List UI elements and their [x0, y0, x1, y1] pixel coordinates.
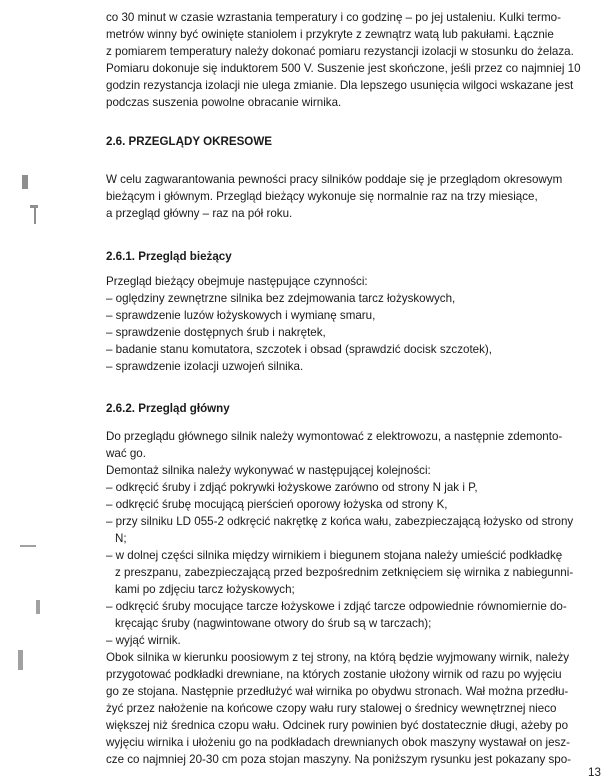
text-line: – przy silniku LD 055-2 odkręcić nakrętkę z końca wału, zabezpieczającą łożysko od strony [106, 515, 574, 528]
text-line: – sprawdzenie luzów łożyskowych i wymianę smaru, [106, 309, 376, 322]
scan-speck [34, 208, 36, 224]
text-line: przygotować podkładki drewniane, na których zostanie ułożony wirnik od razu po wyjęciu [106, 668, 562, 681]
text-line: metrów winny być owinięte staniolem i przykryte z zewnątrz watą lub pakułami. Łącznie [106, 28, 554, 41]
text-line: większej niż średnica czopu wału. Odcinek rury powinien być dostatecznie długi, ażeby po [106, 719, 569, 732]
text-line: N; [115, 532, 127, 545]
text-line: z preszpanu, zabezpieczającą przed bezpośrednim zetknięciem się wirnika z nabiegunni- [115, 566, 574, 579]
text-line: – wyjąć wirnik. [106, 634, 181, 647]
text-line: go ze stojana. Następnie przedłużyć wał wirnika po obydwu stronach. Wał można przedłu- [106, 685, 569, 698]
section-2-6-1-text [106, 273, 608, 375]
text-line: Przegląd bieżący obejmuje następujące czynności: [106, 275, 368, 288]
scan-speck [36, 600, 40, 614]
section-heading-2-6-1: 2.6.1. Przegląd bieżący [106, 250, 232, 263]
text-line: Obok silnika w kierunku poosiowym z tej strony, na którą będzie wyjmowany wirnik, należy [106, 651, 570, 664]
text-line: – odkręcić śrubę mocującą pierścień oporowy łożyska od strony K, [106, 498, 448, 511]
section-heading-2-6-2: 2.6.2. Przegląd główny [106, 402, 230, 415]
text-line: kami po zdjęciu tarcz łożyskowych; [115, 583, 295, 596]
intro-paragraph [106, 9, 608, 111]
scan-speck [22, 175, 28, 189]
text-line: z pomiarem temperatury należy dokonać pomiaru rezystancji izolacji w stosunku do żelaza. [106, 45, 574, 58]
section-heading-2-6: 2.6. PRZEGLĄDY OKRESOWE [106, 135, 272, 148]
text-line: – oględziny zewnętrzne silnika bez zdejmowania tarcz łożyskowych, [106, 292, 456, 305]
text-line: cze co najmniej 20-30 cm poza stojan maszyny. Na poniższym rysunku jest pokazany spo- [106, 753, 572, 766]
text-line: godzin rezystancja izolacji nie ulega zmianie. Dla lepszego usunięcia wilgoci wskazane jest [106, 79, 574, 92]
text-line: bieżącym i głównym. Przegląd bieżący wykonuje się normalnie raz na trzy miesiące, [106, 190, 538, 203]
text-line: – sprawdzenie izolacji uzwojeń silnika. [106, 360, 304, 373]
page-number: 13 [588, 766, 601, 779]
section-2-6-text [106, 171, 608, 222]
text-line: kręcając śruby (nagwintowane otwory do śrub są w tarczach); [115, 617, 432, 630]
text-line: wać go. [106, 447, 146, 460]
text-line: Demontaż silnika należy wykonywać w następującej kolejności: [106, 464, 431, 477]
text-line: żyć przez nałożenie na końcowe czopy wału rury stalowej o średnicy wewnętrznej nieco [106, 702, 557, 715]
text-line: podczas suszenia powolne obracanie wirnika. [106, 96, 342, 109]
text-line: Pomiaru dokonuje się induktorem 500 V. Suszenie jest skończone, jeśli przez co najmniej 10 [106, 62, 581, 75]
text-line: – w dolnej części silnika między wirnikiem i biegunem stojana należy umieścić podkładkę [106, 549, 563, 562]
text-line: a przegląd główny – raz na pół roku. [106, 207, 293, 220]
text-line: – badanie stanu komutatora, szczotek i obsad (sprawdzić docisk szczotek), [106, 343, 492, 356]
scan-speck [20, 545, 36, 547]
text-line: wyjęciu wirnika i ułożeniu go na podkładach drewnianych obok maszyny wystawał on jesz- [106, 736, 570, 749]
text-line: – odkręcić śruby mocujące tarcze łożyskowe i zdjąć tarcze odpowiednie równomiernie do- [106, 600, 567, 613]
text-line: Do przeglądu głównego silnik należy wymontować z elektrowozu, a następnie zdemonto- [106, 430, 563, 443]
text-line: W celu zagwarantowania pewności pracy silników poddaje się je przeglądom okresowym [106, 173, 563, 186]
text-line: co 30 minut w czasie wzrastania temperatury i co godzinę – po jej ustaleniu. Kulki termo- [106, 11, 561, 24]
scan-speck [18, 650, 23, 670]
section-2-6-2-text [106, 428, 608, 768]
text-line: – odkręcić śruby i zdjąć pokrywki łożyskowe zarówno od strony N jak i P, [106, 481, 478, 494]
text-line: – sprawdzenie dostępnych śrub i nakrętek, [106, 326, 326, 339]
